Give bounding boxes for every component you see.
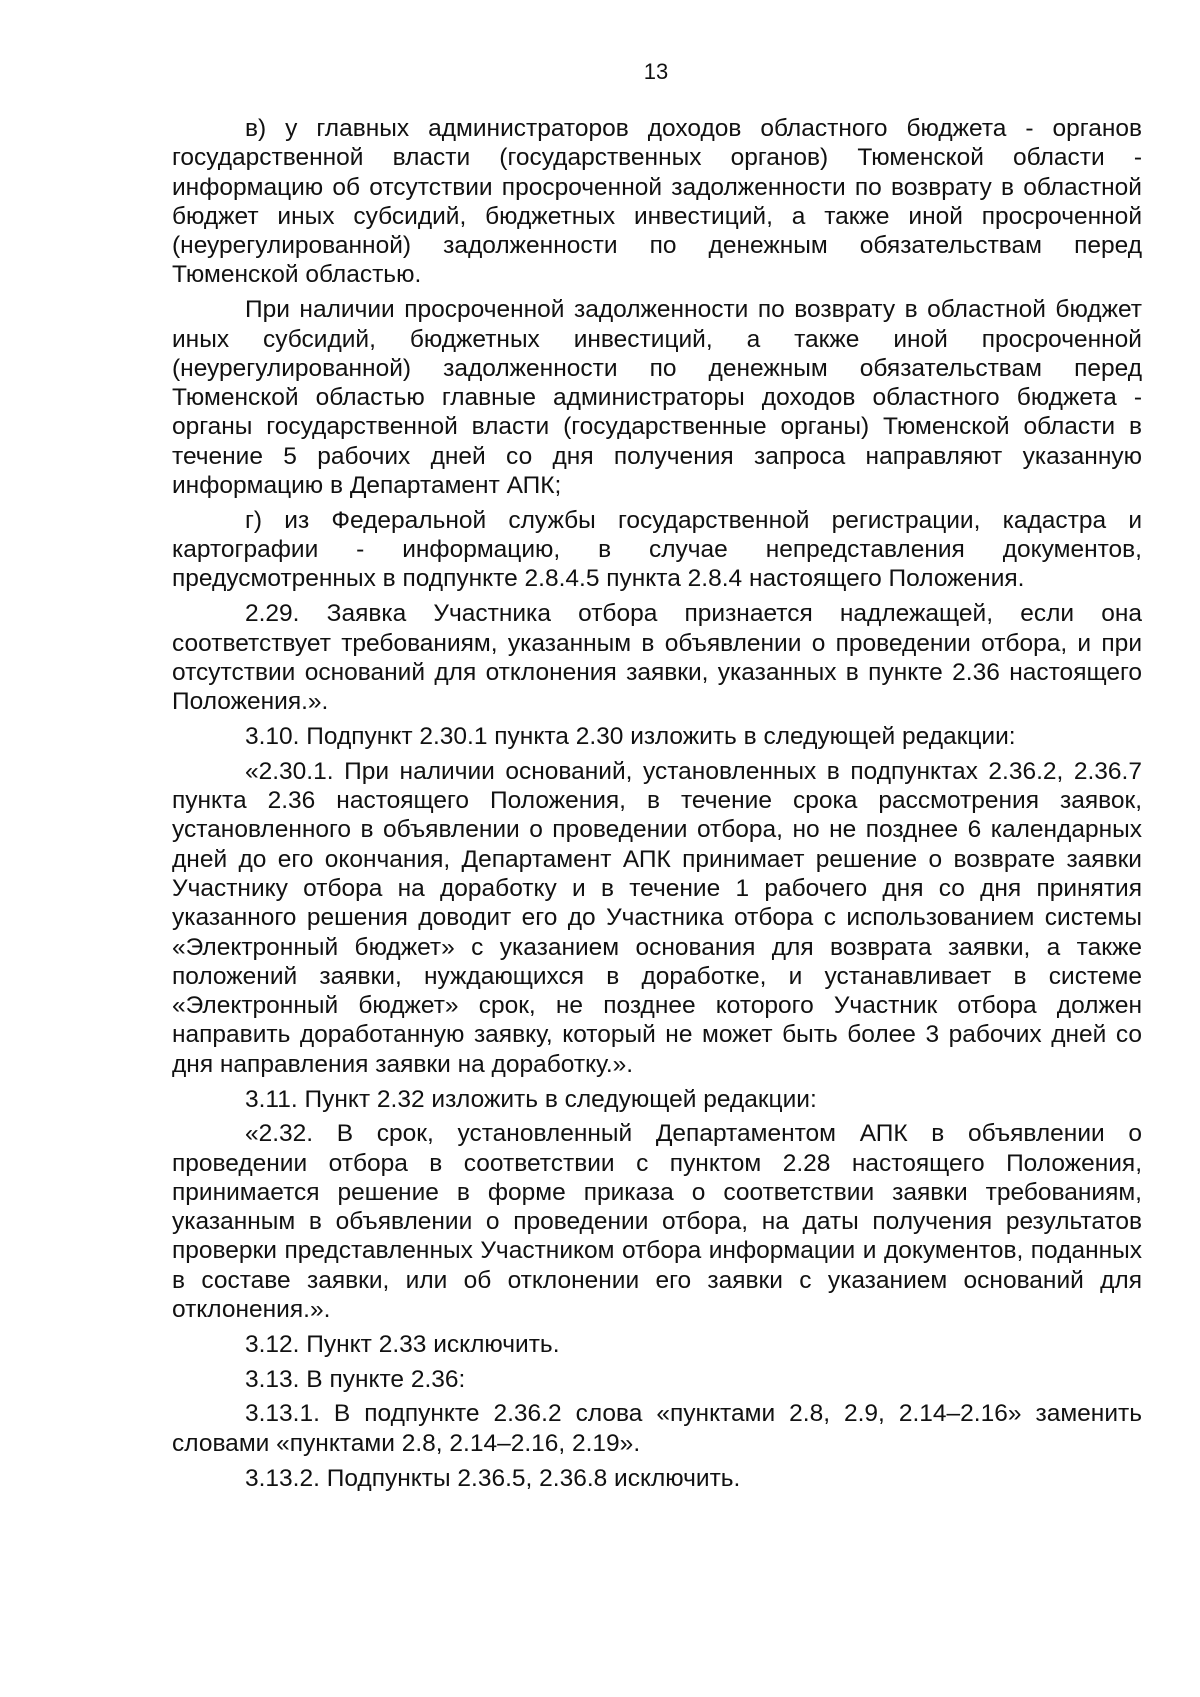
paragraph-3-13-1: 3.13.1. В подпункте 2.36.2 слова «пунктами 2.8, 2.9, 2.14–2.16» заменить словами «пунктами 2.8, 2.14–2.16, 2.19». xyxy=(172,1400,1142,1457)
paragraph-3-13-2: 3.13.2. Подпункты 2.36.5, 2.36.8 исключить. xyxy=(245,1464,741,1492)
paragraph-3-10: 3.10. Подпункт 2.30.1 пункта 2.30 изложить в следующей редакции: xyxy=(245,722,1016,750)
paragraph-2-29: 2.29. Заявка Участника отбора признается надлежащей, если она соответствует требованиям, указанным в объявлении о проведении отбора, и при отсутствии оснований для отклонения заявки, указанных в пункте 2.36 настоящего Положения.». xyxy=(172,600,1142,716)
paragraph-v-budget-administrators: в) у главных администраторов доходов областного бюджета - органов государственной власти (государственных органов) Тюменской области - информацию об отсутствии просроченной задолженности по возврату в областной бюджет иных субсидий, бюджетных инвестиций, а также иной просроченной (неурегулированной) задолженности по денежным обязательствам перед Тюменской областью. xyxy=(172,115,1142,289)
paragraph-g-federal-service: г) из Федеральной службы государственной регистрации, кадастра и картографии - информацию, в случае непредставления документов, предусмотренных в подпункте 2.8.4.5 пункта 2.8.4 настоящего Положения. xyxy=(172,506,1142,593)
paragraph-overdue-debt: При наличии просроченной задолженности по возврату в областной бюджет иных субсидий, бюджетных инвестиций, а также иной просроченной (неурегулированной) задолженности по денежным обязательствам перед Тюменской областью главные администраторы доходов областного бюджета - органы государственной власти (государственные органы) Тюменской области в течение 5 рабочих дней со дня получения запроса направляют указанную информацию в Департамент АПК; xyxy=(172,296,1142,500)
paragraph-2-30-1: «2.30.1. При наличии оснований, установленных в подпунктах 2.36.2, 2.36.7 пункта 2.36 настоящего Положения, в течение срока рассмотрения заявок, установленного в объявлении о проведении отбора, но не позднее 6 календарных дней до его окончания, Департамент АПК принимает решение о возврате заявки Участнику отбора на доработку и в течение 1 рабочего дня со дня принятия указанного решения доводит его до Участника отбора с использованием системы «Электронный бюджет» с указанием основания для возврата заявки, а также положений заявки, нуждающихся в доработке, и устанавливает в системе «Электронный бюджет» срок, не позднее которого Участник отбора должен направить доработанную заявку, который не может быть более 3 рабочих дней со дня направления заявки на доработку.». xyxy=(172,757,1142,1078)
paragraph-3-11: 3.11. Пункт 2.32 изложить в следующей редакции: xyxy=(245,1085,817,1113)
paragraph-2-32: «2.32. В срок, установленный Департаментом АПК в объявлении о проведении отбора в соответствии с пунктом 2.28 настоящего Положения, принимается решение в форме приказа о соответствии заявки требованиям, указанным в объявлении о проведении отбора, на даты получения результатов проверки представленных Участником отбора информации и документов, поданных в составе заявки, или об отклонении его заявки с указанием оснований для отклонения.». xyxy=(172,1120,1142,1324)
paragraph-3-12: 3.12. Пункт 2.33 исключить. xyxy=(245,1330,560,1358)
page-number: 13 xyxy=(643,59,669,84)
document-body xyxy=(172,114,1142,1493)
paragraph-3-13: 3.13. В пункте 2.36: xyxy=(245,1365,466,1393)
